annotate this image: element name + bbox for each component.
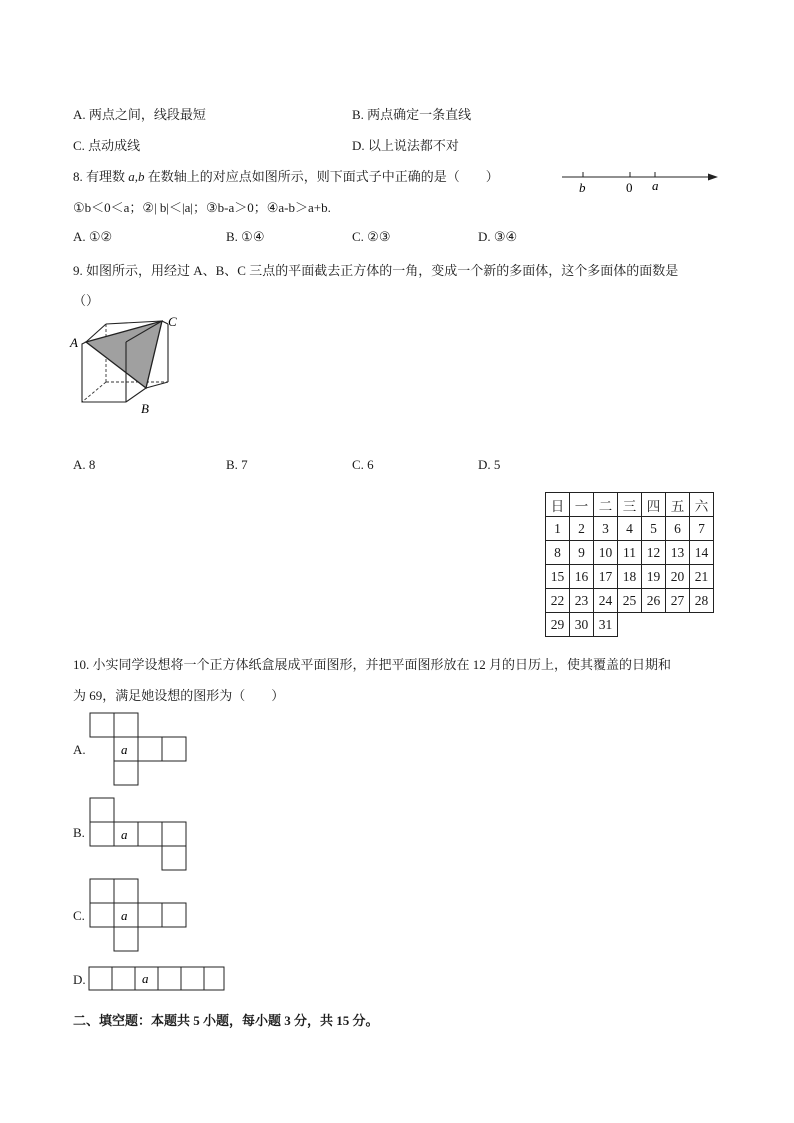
q8-conditions: ①b＜0＜a；②| b|＜|a|；③b-a＞0；④a-b＞a+b.	[73, 200, 331, 215]
calendar-day: 9	[570, 541, 594, 565]
net-b	[85, 795, 195, 875]
q7-option-b: B. 两点确定一条直线	[352, 107, 472, 122]
weekday-header: 四	[642, 493, 666, 517]
vertex-c-label: C	[168, 314, 177, 329]
label-a: a	[652, 178, 659, 193]
calendar-day: 30	[570, 613, 594, 637]
vertex-b-label: B	[141, 401, 149, 416]
calendar-day: 26	[642, 589, 666, 613]
net-c	[85, 876, 195, 956]
weekday-header: 三	[618, 493, 642, 517]
calendar-day: 19	[642, 565, 666, 589]
calendar-day: 6	[666, 517, 690, 541]
q10-option-a-label: A.	[73, 742, 86, 757]
net-b-letter: a	[121, 827, 128, 842]
calendar-day: 31	[594, 613, 618, 637]
q10-option-d-label: D.	[73, 972, 86, 987]
q10-stem-line2: 为 69，满足她设想的图形为（ ）	[73, 688, 285, 703]
calendar-day: 20	[666, 565, 690, 589]
calendar-day: 1	[546, 517, 570, 541]
q7-option-c: C. 点动成线	[73, 138, 141, 153]
calendar-week-row	[546, 589, 714, 613]
calendar-day: 18	[618, 565, 642, 589]
q7-option-a: A. 两点之间，线段最短	[73, 107, 206, 122]
calendar-day: 3	[594, 517, 618, 541]
q10-option-c-label: C.	[73, 908, 85, 923]
weekday-header: 日	[546, 493, 570, 517]
weekday-header: 五	[666, 493, 690, 517]
calendar-day: 8	[546, 541, 570, 565]
q8-stem-suffix: 在数轴上的对应点如图所示，则下面式子中正确的是（ ）	[144, 169, 499, 184]
calendar-day: 4	[618, 517, 642, 541]
calendar-day: 28	[690, 589, 714, 613]
calendar-day: 29	[546, 613, 570, 637]
calendar-day: 27	[666, 589, 690, 613]
calendar-header-row	[546, 493, 714, 517]
december-calendar	[545, 492, 714, 637]
q10-stem-line1: 10. 小实同学设想将一个正方体纸盒展成平面图形，并把平面图形放在 12 月的日历上，使其覆盖的日期和	[73, 657, 672, 672]
q8-stem	[73, 166, 499, 185]
net-a-letter: a	[121, 742, 128, 757]
vertex-a-label: A	[70, 335, 78, 350]
calendar-day: 14	[690, 541, 714, 565]
net-a	[85, 710, 195, 790]
net-d	[85, 964, 230, 994]
cube-figure	[68, 310, 193, 422]
calendar-week-row	[546, 541, 714, 565]
q10-option-b-label: B.	[73, 825, 85, 840]
calendar-day: 13	[666, 541, 690, 565]
q8-option-b: B. ①④	[226, 229, 265, 244]
section-2-heading: 二、填空题：本题共 5 小题，每小题 3 分，共 15 分。	[73, 1013, 379, 1028]
calendar-day: 22	[546, 589, 570, 613]
calendar-day: 17	[594, 565, 618, 589]
calendar-day: 25	[618, 589, 642, 613]
weekday-header: 一	[570, 493, 594, 517]
calendar-day: 12	[642, 541, 666, 565]
q9-option-a: A. 8	[73, 457, 96, 472]
net-d-letter: a	[142, 971, 149, 986]
calendar-week-row	[546, 613, 714, 637]
q8-stem-prefix: 8. 有理数	[73, 169, 129, 184]
weekday-header: 二	[594, 493, 618, 517]
weekday-header: 六	[690, 493, 714, 517]
q9-stem-line1: 9. 如图所示，用经过 A、B、C 三点的平面截去正方体的一角，变成一个新的多面体，这个多面体的面数是	[73, 263, 679, 278]
label-b: b	[579, 180, 586, 195]
calendar-day: 23	[570, 589, 594, 613]
q8-option-c: C. ②③	[352, 229, 391, 244]
q8-stem-vars: a,b	[128, 169, 145, 184]
calendar-day: 21	[690, 565, 714, 589]
calendar-day: 24	[594, 589, 618, 613]
calendar-week-row	[546, 565, 714, 589]
calendar-day: 2	[570, 517, 594, 541]
label-zero: 0	[626, 180, 633, 195]
q7-option-d: D. 以上说法都不对	[352, 138, 459, 153]
calendar-day: 15	[546, 565, 570, 589]
number-line-arrow	[708, 174, 718, 181]
q9-option-c: C. 6	[352, 457, 374, 472]
calendar-day: 10	[594, 541, 618, 565]
calendar-day: 16	[570, 565, 594, 589]
q9-option-d: D. 5	[478, 457, 501, 472]
q9-option-b: B. 7	[226, 457, 248, 472]
calendar-day: 11	[618, 541, 642, 565]
calendar-week-row	[546, 517, 714, 541]
number-line	[560, 164, 725, 196]
q8-option-a: A. ①②	[73, 229, 113, 244]
calendar-day: 7	[690, 517, 714, 541]
net-c-letter: a	[121, 908, 128, 923]
q9-stem-line2: （）	[73, 293, 100, 308]
q8-option-d: D. ③④	[478, 229, 518, 244]
calendar-day: 5	[642, 517, 666, 541]
